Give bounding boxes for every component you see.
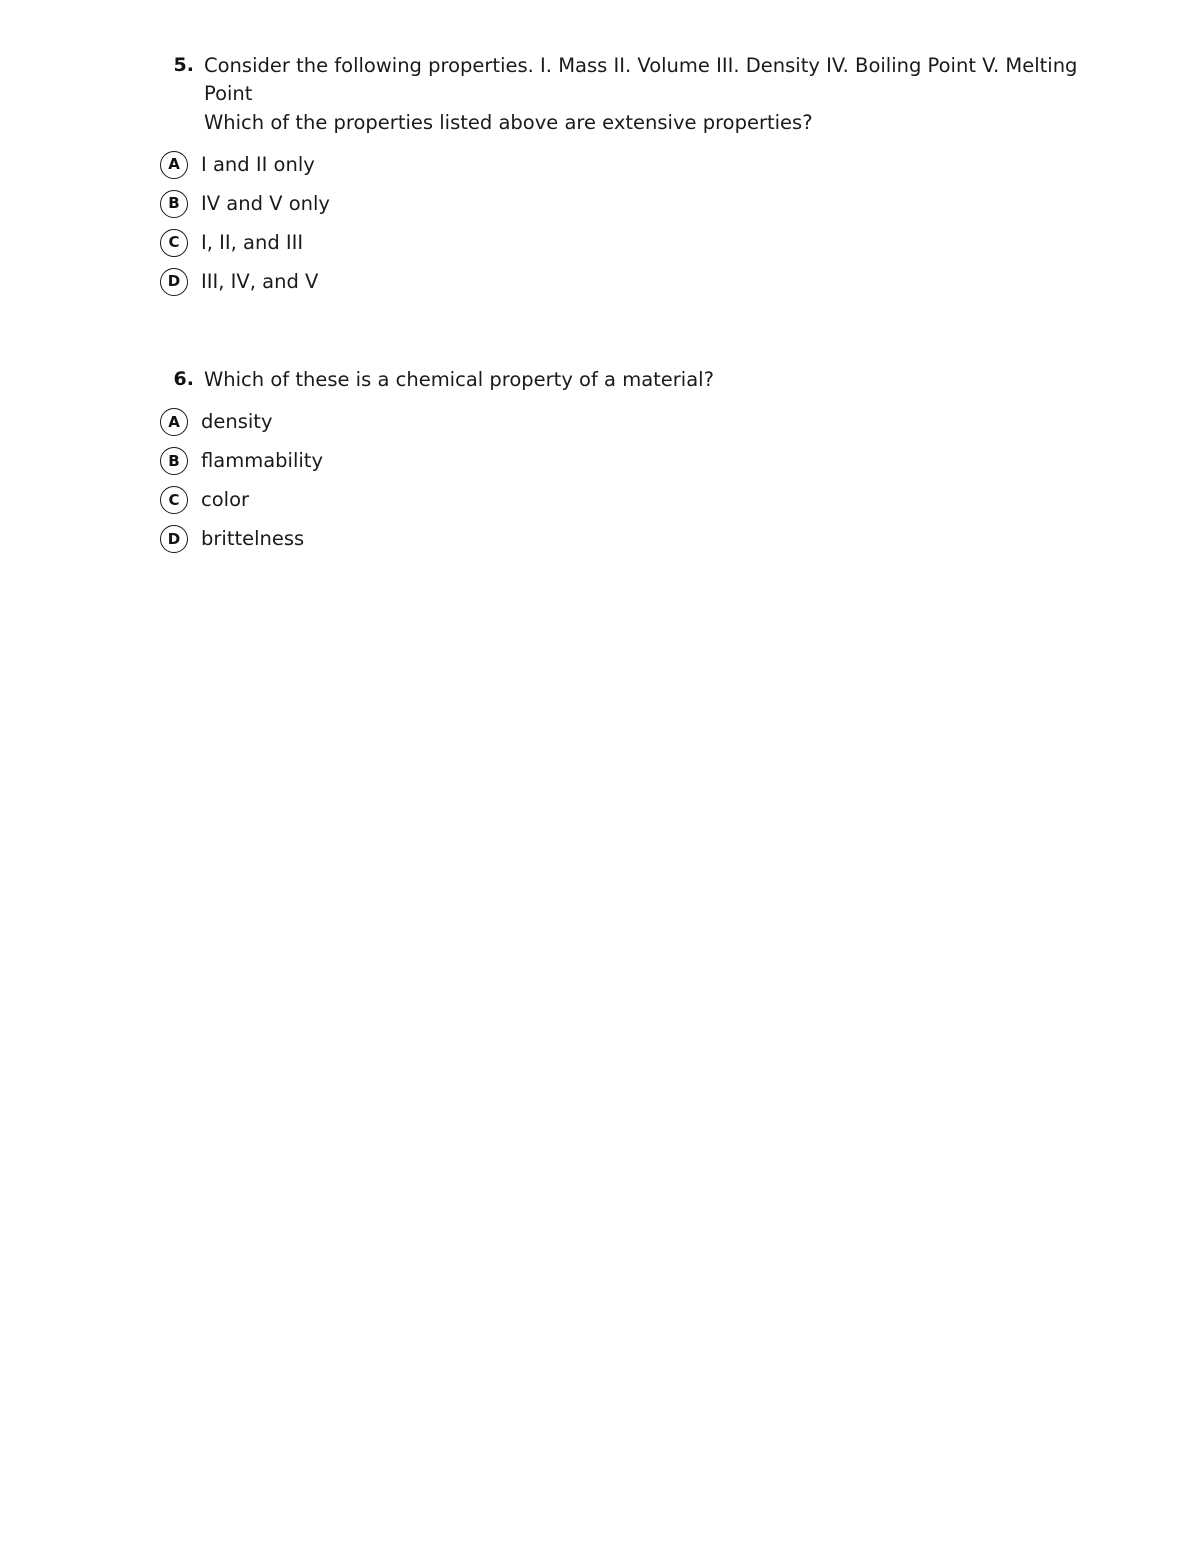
question-5-stem-line2: Which of the properties listed above are extensive properties? <box>204 110 813 134</box>
choice-option[interactable] <box>160 190 1100 218</box>
question-5-number: 5. <box>173 54 194 76</box>
choice-option[interactable] <box>160 151 1100 179</box>
choice-label: flammability <box>201 449 323 473</box>
choice-bullet-a-icon[interactable]: A <box>160 408 188 436</box>
question-6-choices <box>160 408 1100 553</box>
choice-bullet-d-icon[interactable]: D <box>160 525 188 553</box>
choice-bullet-b-icon[interactable]: B <box>160 190 188 218</box>
question-5 <box>160 52 1100 296</box>
choice-label: III, IV, and V <box>201 270 319 294</box>
choice-option[interactable] <box>160 486 1100 514</box>
choice-bullet-b-icon[interactable]: B <box>160 447 188 475</box>
choice-label: I and II only <box>201 153 315 177</box>
question-5-stem-line1: Consider the following properties. I. Mass II. Volume III. Density IV. Boiling Point V. Melting Point <box>204 54 1078 106</box>
choice-option[interactable] <box>160 268 1100 296</box>
choice-option[interactable] <box>160 408 1100 436</box>
choice-option[interactable] <box>160 447 1100 475</box>
question-5-stem <box>204 52 1094 137</box>
choice-bullet-a-icon[interactable]: A <box>160 151 188 179</box>
choice-option[interactable] <box>160 525 1100 553</box>
choice-bullet-c-icon[interactable]: C <box>160 486 188 514</box>
choice-bullet-c-icon[interactable]: C <box>160 229 188 257</box>
question-6-stem <box>204 366 1094 394</box>
choice-option[interactable] <box>160 229 1100 257</box>
choice-label: density <box>201 410 273 434</box>
question-6-header <box>160 366 1100 394</box>
question-6 <box>160 366 1100 553</box>
question-6-stem-line1: Which of these is a chemical property of a material? <box>204 367 714 391</box>
choice-bullet-d-icon[interactable]: D <box>160 268 188 296</box>
choice-label: brittelness <box>201 527 305 551</box>
choice-label: I, II, and III <box>201 231 304 255</box>
question-5-choices <box>160 151 1100 296</box>
question-6-number: 6. <box>173 367 194 390</box>
choice-label: IV and V only <box>201 192 330 216</box>
question-5-header <box>160 52 1100 137</box>
choice-label: color <box>201 488 250 512</box>
